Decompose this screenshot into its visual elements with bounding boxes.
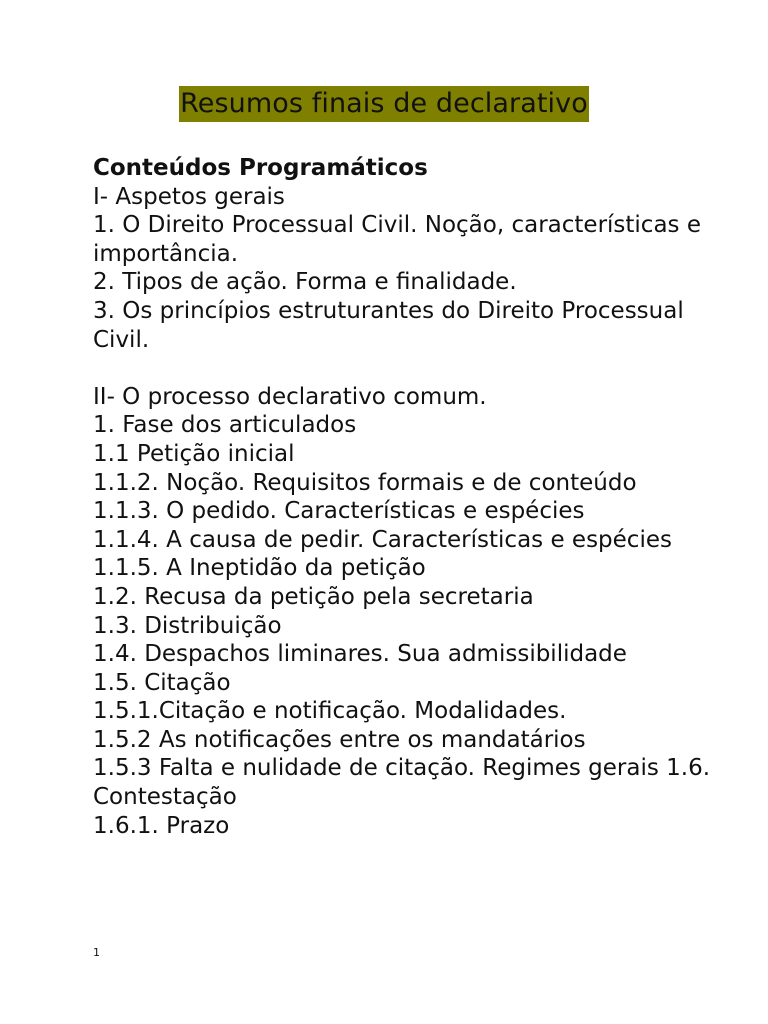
list-item: 1.1.4. A causa de pedir. Características e espécies — [93, 526, 672, 553]
list-item: 1.6.1. Prazo — [93, 812, 230, 839]
title-container — [0, 86, 768, 122]
list-item: 1.5.3 Falta e nulidade de citação. Regimes gerais 1.6. Contestação — [93, 755, 711, 811]
page-number: 1 — [93, 946, 100, 959]
list-item: 1.1.3. O pedido. Características e espécies — [93, 498, 585, 525]
blank-line — [93, 354, 713, 383]
list-item: 1.5.2 As notificações entre os mandatários — [93, 726, 586, 753]
list-item: 3. Os princípios estruturantes do Direito Processual Civil. — [93, 297, 684, 353]
list-item: 2. Tipos de ação. Forma e finalidade. — [93, 269, 517, 296]
list-item: 1.5. Citação — [93, 669, 231, 696]
document-content — [93, 154, 713, 840]
list-item: 1.1 Petição inicial — [93, 440, 295, 467]
list-item: 1. Fase dos articulados — [93, 412, 357, 439]
document-title: Resumos finais de declarativo — [179, 86, 589, 122]
list-item: 1. O Direito Processual Civil. Noção, características e importância. — [93, 212, 701, 267]
list-item: 1.1.5. A Ineptidão da petição — [93, 555, 426, 582]
section-title-processo-declarativo: II- O processo declarativo comum. — [93, 383, 487, 410]
list-item: 1.3. Distribuição — [93, 612, 282, 639]
section-heading: Conteúdos Programáticos — [93, 155, 428, 181]
list-item: 1.5.1.Citação e notificação. Modalidades. — [93, 698, 567, 725]
list-item: 1.1.2. Noção. Requisitos formais e de conteúdo — [93, 469, 637, 496]
section-title-aspetos-gerais: I- Aspetos gerais — [93, 183, 285, 210]
list-item: 1.2. Recusa da petição pela secretaria — [93, 583, 534, 610]
list-item: 1.4. Despachos liminares. Sua admissibilidade — [93, 641, 627, 668]
